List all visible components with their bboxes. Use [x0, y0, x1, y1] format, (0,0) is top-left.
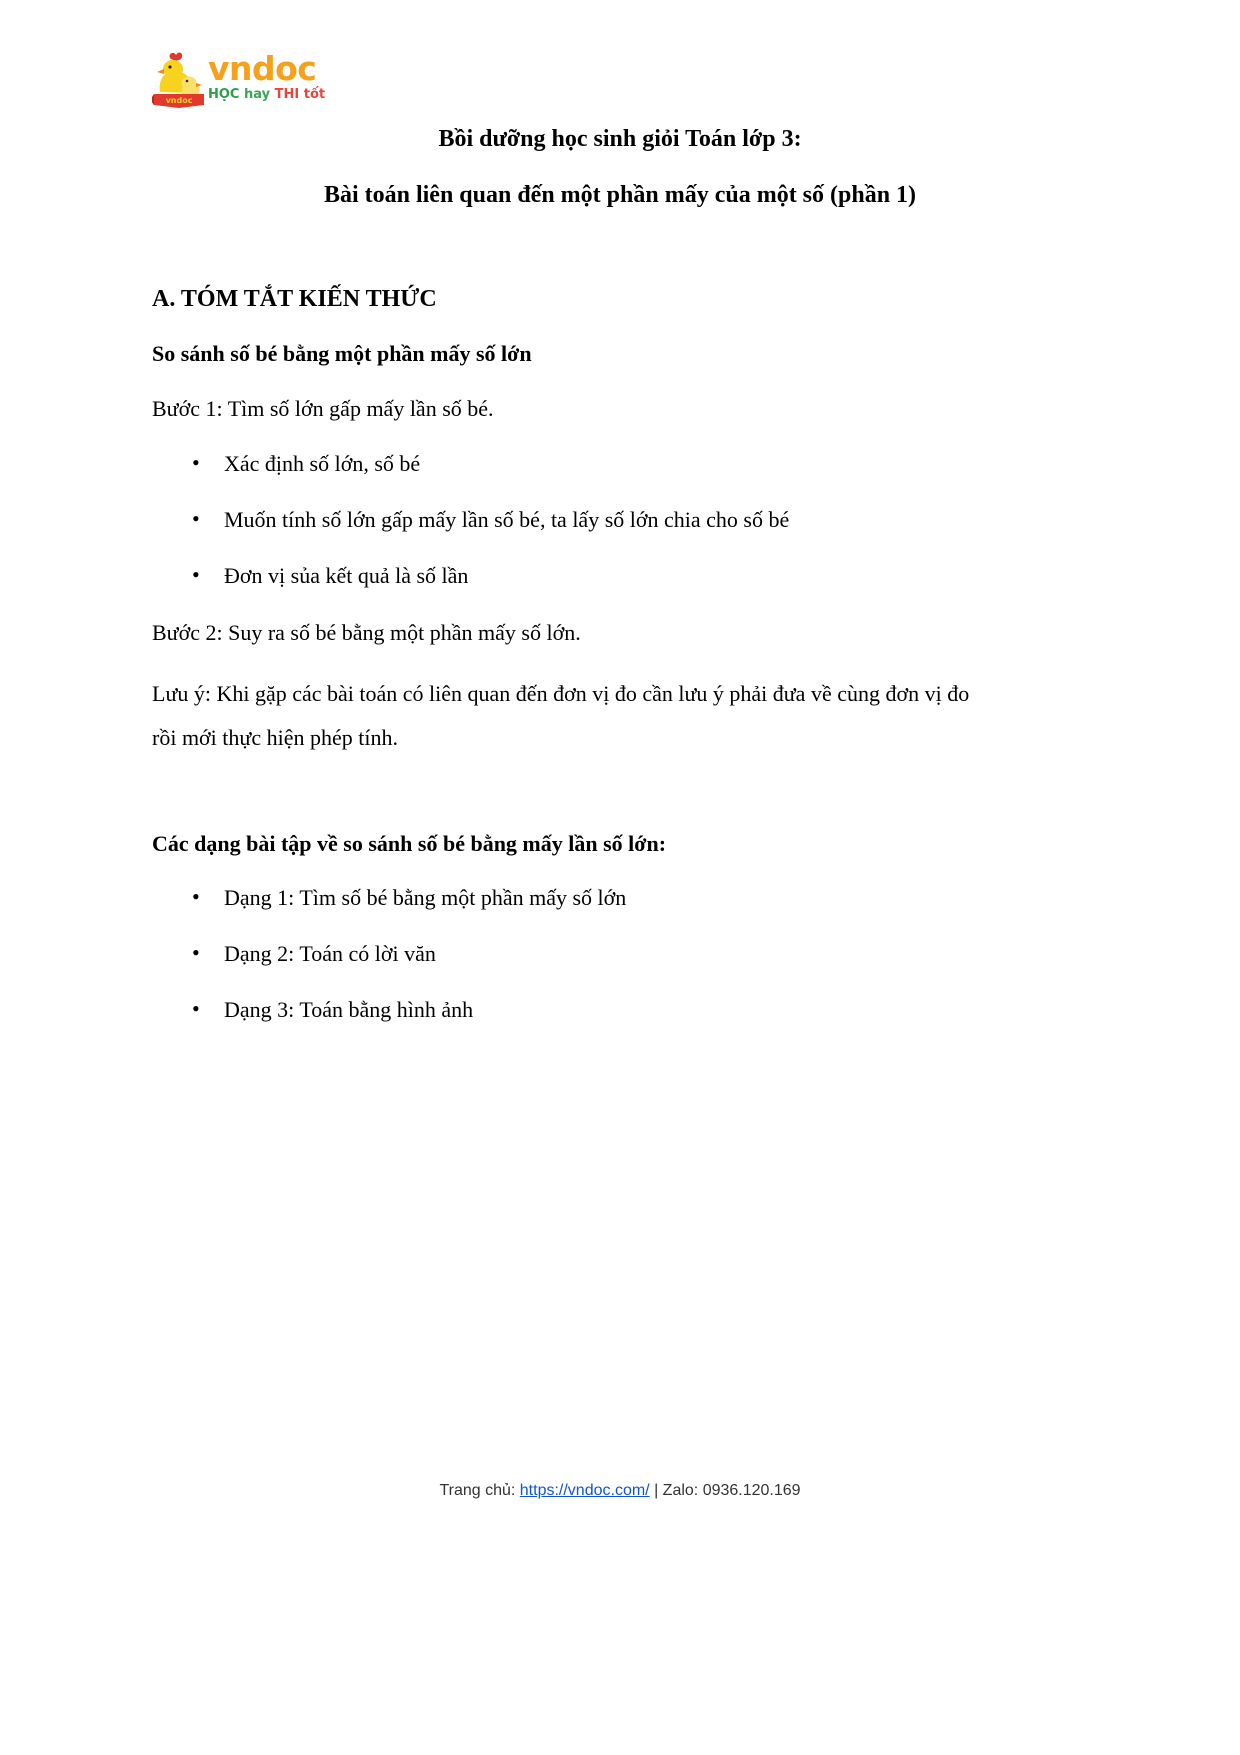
- logo-tagline-hoc: HỌC: [208, 87, 240, 102]
- note-paragraph: Lưu ý: Khi gặp các bài toán có liên quan đến đơn vị đo cần lưu ý phải đưa về cùng đơn vị đo rồi mới thực hiện phép tính.: [152, 681, 970, 750]
- list-item: • Dạng 3: Toán bằng hình ảnh: [152, 994, 1092, 1026]
- page-footer: [0, 1480, 1240, 1502]
- footer-separator: |: [649, 1482, 663, 1499]
- logo-tagline-hay: hay: [244, 87, 271, 102]
- logo-tagline-tot: tốt: [303, 87, 326, 102]
- logo-tagline: [208, 87, 324, 103]
- exercise-types-heading: Các dạng bài tập về so sánh số bé bằng mấy lần số lớn:: [152, 831, 667, 856]
- subsection-heading: So sánh số bé bằng một phần mấy số lớn: [152, 341, 532, 366]
- vndoc-logo[interactable]: [152, 48, 326, 114]
- step-1-paragraph: Bước 1: Tìm số lớn gấp mấy lần số bé.: [152, 396, 494, 421]
- list-item: • Muốn tính số lớn gấp mấy lần số bé, ta lấy số lớn chia cho số bé: [152, 504, 1092, 536]
- document-title-line-1: Bồi dưỡng học sinh giỏi Toán lớp 3:: [438, 126, 802, 152]
- logo-wordmark: [208, 49, 326, 103]
- footer-contact: Zalo: 0936.120.169: [662, 1482, 801, 1499]
- footer-homepage-link[interactable]: https://vndoc.com/: [519, 1482, 650, 1499]
- step-2-paragraph: Bước 2: Suy ra số bé bằng một phần mấy số lớn.: [152, 620, 581, 645]
- list-item: • Dạng 2: Toán có lời văn: [152, 938, 1092, 970]
- document-body: [152, 282, 1092, 1050]
- logo-word: vndoc: [208, 49, 317, 88]
- footer-prefix: Trang chủ:: [439, 1482, 520, 1499]
- section-heading-a: A. TÓM TẮT KIẾN THỨC: [152, 286, 437, 312]
- list-item: • Đơn vị sủa kết quả là số lần: [152, 560, 1092, 592]
- list-item: • Xác định số lớn, số bé: [152, 448, 1092, 480]
- document-title-line-2: Bài toán liên quan đến một phần mấy của một số (phần 1): [323, 182, 917, 208]
- section-spacer: [152, 786, 1092, 828]
- step-1-bullet-list: [152, 448, 1092, 592]
- chick-mascot-icon: [152, 50, 206, 110]
- list-item: • Dạng 1: Tìm số bé bằng một phần mấy số lớn: [152, 882, 1092, 914]
- svg-text:vndoc: vndoc: [165, 96, 193, 105]
- exercise-types-bullet-list: [152, 882, 1092, 1026]
- logo-tagline-thi: THI: [274, 87, 300, 102]
